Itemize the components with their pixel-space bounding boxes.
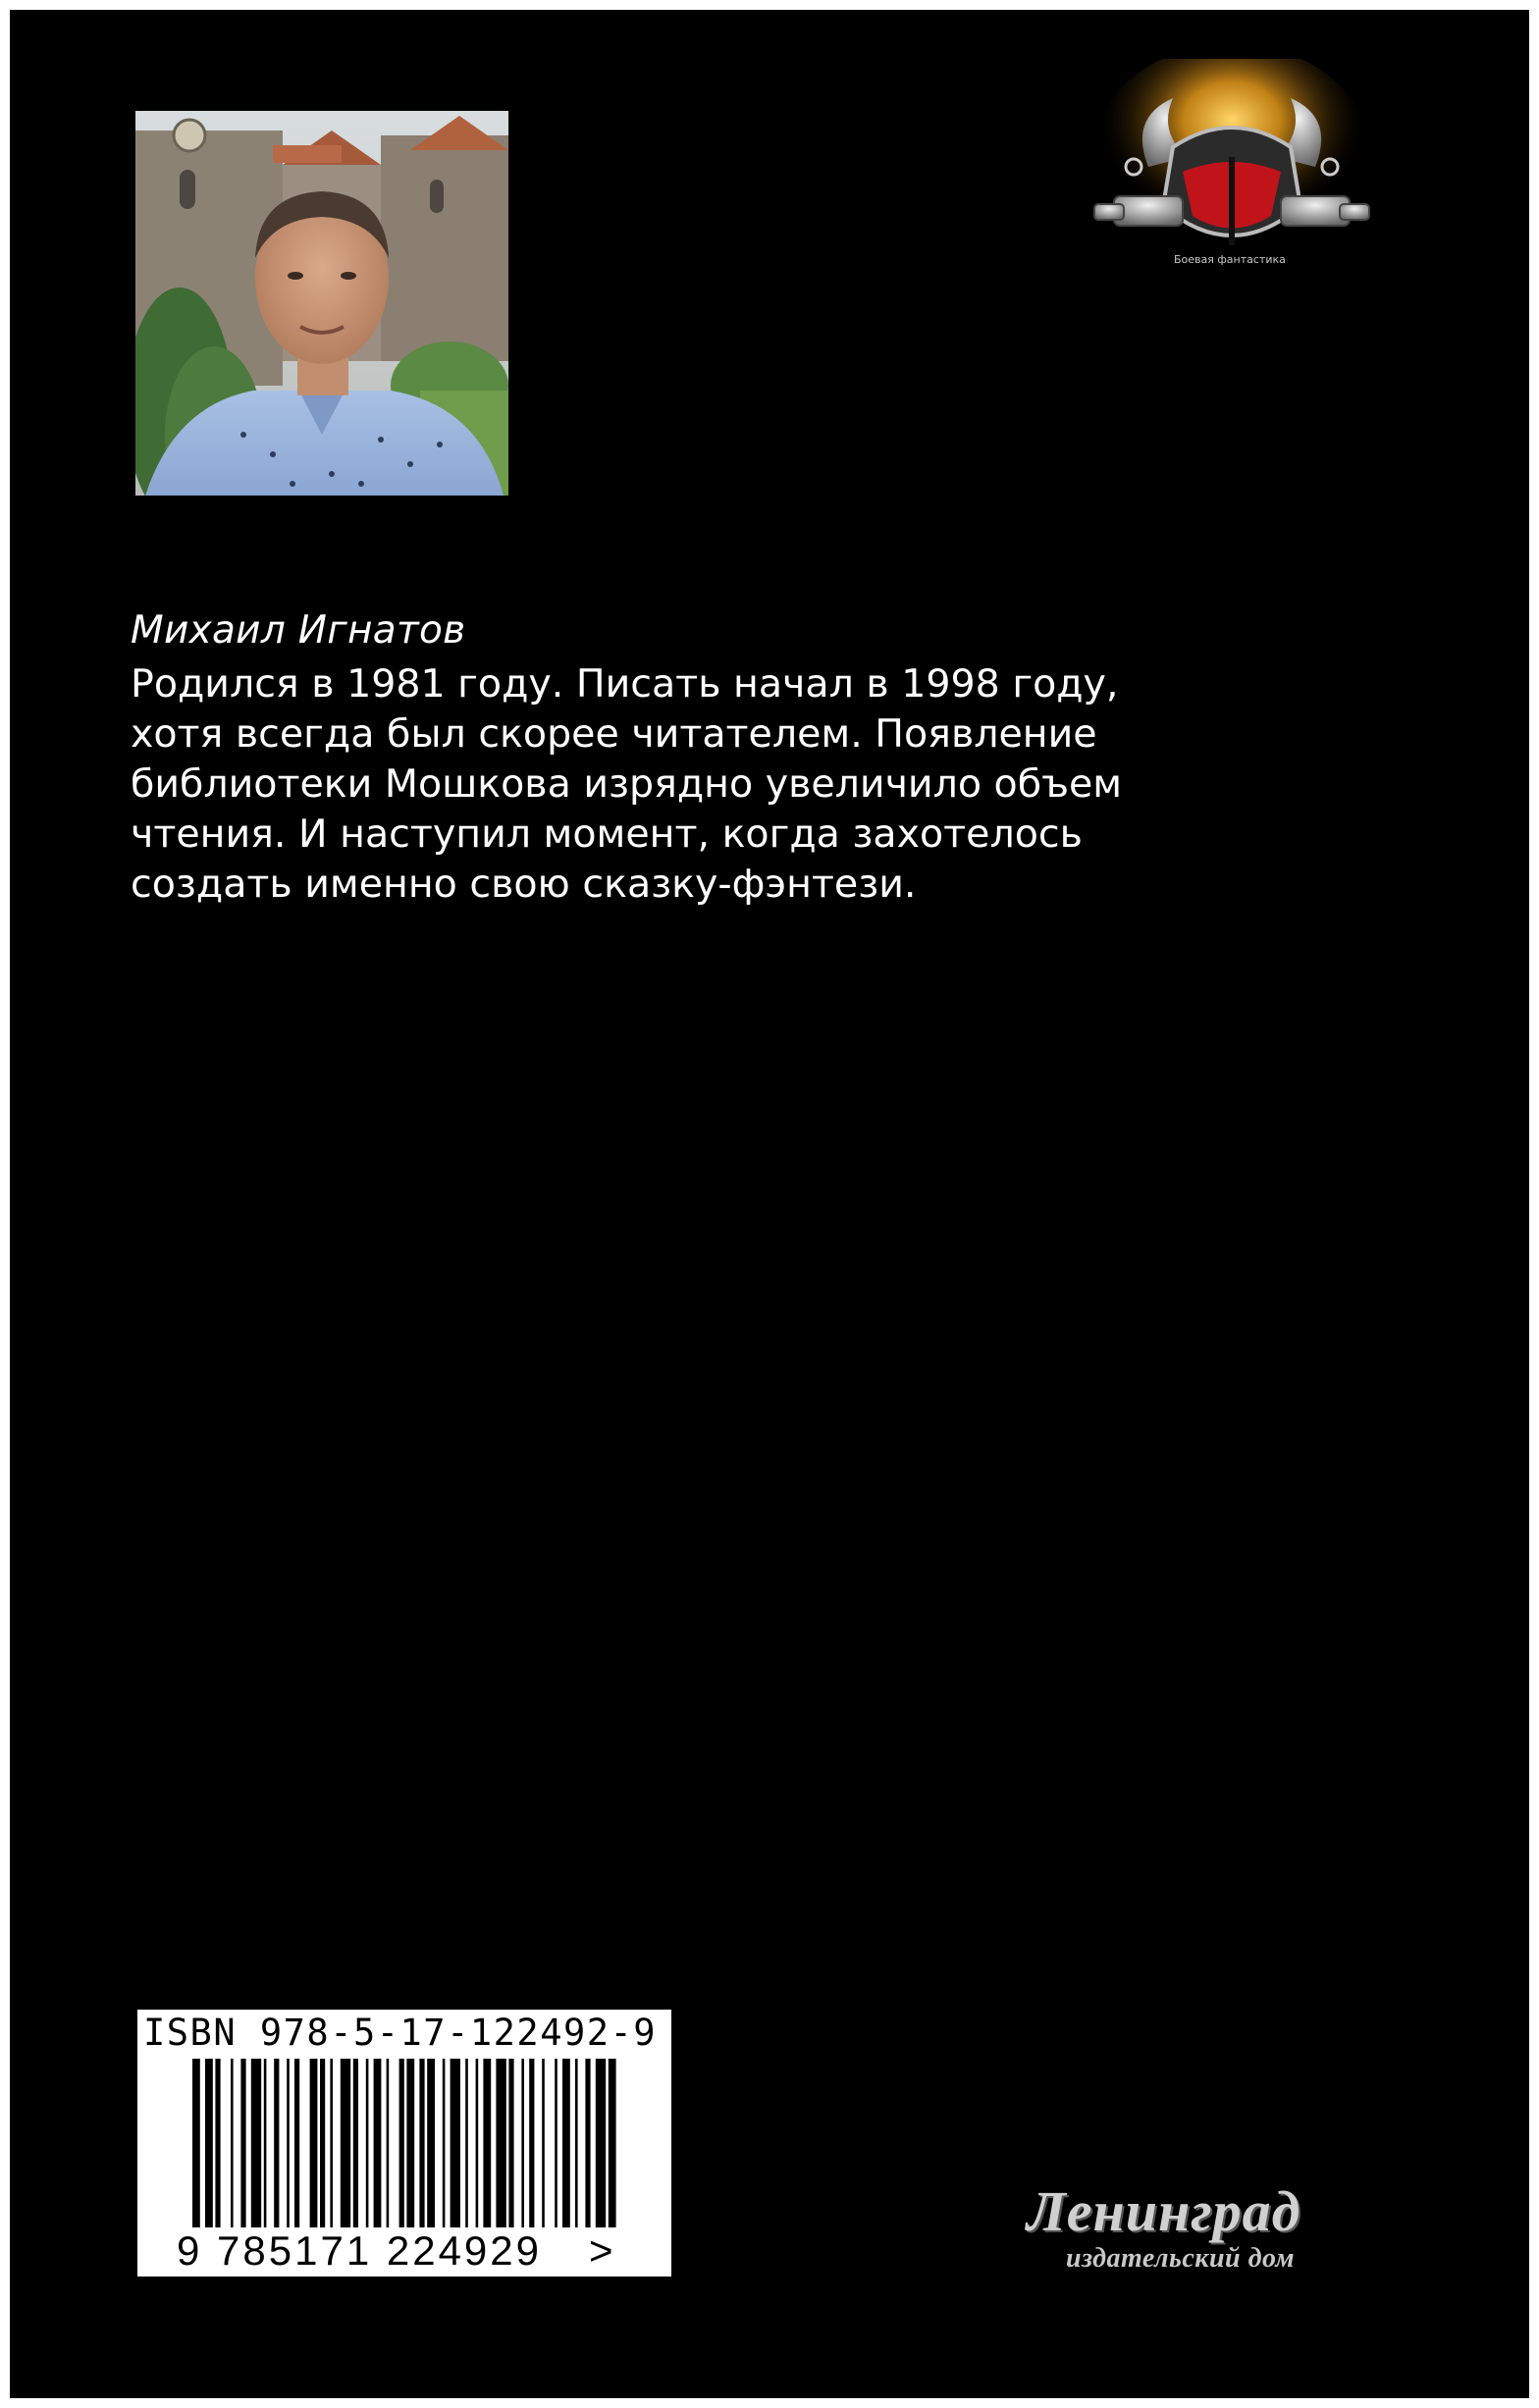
barcode-bar xyxy=(419,2059,424,2227)
author-bio xyxy=(131,659,1178,910)
horned-helmet-with-guns-icon xyxy=(1089,59,1374,324)
barcode-bar xyxy=(320,2059,325,2227)
barcode-bar xyxy=(374,2059,382,2227)
barcode-bar xyxy=(287,2059,290,2227)
barcode-bar xyxy=(192,2059,200,2227)
barcode-bar xyxy=(330,2059,333,2227)
barcode-bar xyxy=(575,2059,578,2227)
barcode-bar xyxy=(310,2059,318,2227)
barcode-bar xyxy=(231,2059,234,2227)
barcode-bar xyxy=(294,2059,299,2227)
barcode-bar xyxy=(496,2059,505,2227)
bio-line: чтения. И наступил момент, когда захотелось xyxy=(131,811,1083,857)
barcode-bar xyxy=(353,2059,358,2227)
barcode-bar xyxy=(483,2059,491,2227)
isbn-barcode xyxy=(137,2010,671,2277)
isbn-number: ISBN 978-5-17-122492-9 xyxy=(143,2012,658,2054)
bio-line: создать именно свою сказку-фэнтези. xyxy=(131,862,917,907)
barcode-bar xyxy=(562,2059,570,2227)
author-photo xyxy=(135,111,508,496)
ean-quiet-zone-marker: > xyxy=(589,2227,613,2274)
barcode-bar xyxy=(521,2059,524,2227)
barcode-bar xyxy=(215,2059,220,2227)
barcode-bar xyxy=(427,2059,435,2227)
bio-line: Родился в 1981 году. Писать начал в 1998 году, xyxy=(131,661,1119,707)
barcode-bar xyxy=(366,2059,369,2227)
barcode-bar xyxy=(341,2059,350,2227)
barcode-bar xyxy=(555,2059,557,2227)
barcode-bar xyxy=(529,2059,534,2227)
publisher-name: Ленинград xyxy=(1027,2179,1301,2243)
series-logo xyxy=(1089,59,1374,324)
publisher-logo xyxy=(1011,2178,1423,2286)
barcode-bar xyxy=(205,2059,213,2227)
barcode-bar xyxy=(399,2059,404,2227)
barcode-bar xyxy=(264,2059,267,2227)
publisher-subtitle: издательский дом xyxy=(1066,2243,1296,2274)
series-logo-caption: Боевая фантастика xyxy=(1174,253,1286,266)
barcode-bar xyxy=(542,2059,545,2227)
barcode-bar xyxy=(251,2059,261,2227)
barcode-bar xyxy=(240,2059,245,2227)
barcode-bar xyxy=(274,2059,279,2227)
barcode-bar xyxy=(451,2059,460,2227)
barcode-bar xyxy=(508,2059,513,2227)
barcode-bar xyxy=(596,2059,606,2227)
barcode-bar xyxy=(406,2059,414,2227)
author-name: Михаил Игнатов xyxy=(131,608,466,653)
barcode-bar xyxy=(476,2059,479,2227)
barcode-bar xyxy=(387,2059,390,2227)
barcode-bar xyxy=(609,2059,616,2227)
ean-digits: 9 785171 224929 xyxy=(177,2227,542,2274)
barcode-bar xyxy=(443,2059,446,2227)
barcode-bar xyxy=(585,2059,590,2227)
bio-line: библиотеки Мошкова изрядно увеличило объем xyxy=(131,761,1123,807)
back-cover xyxy=(10,10,1529,2398)
barcode-bar xyxy=(465,2059,468,2227)
bio-line: хотя всегда был скорее читателем. Появление xyxy=(131,711,1097,757)
